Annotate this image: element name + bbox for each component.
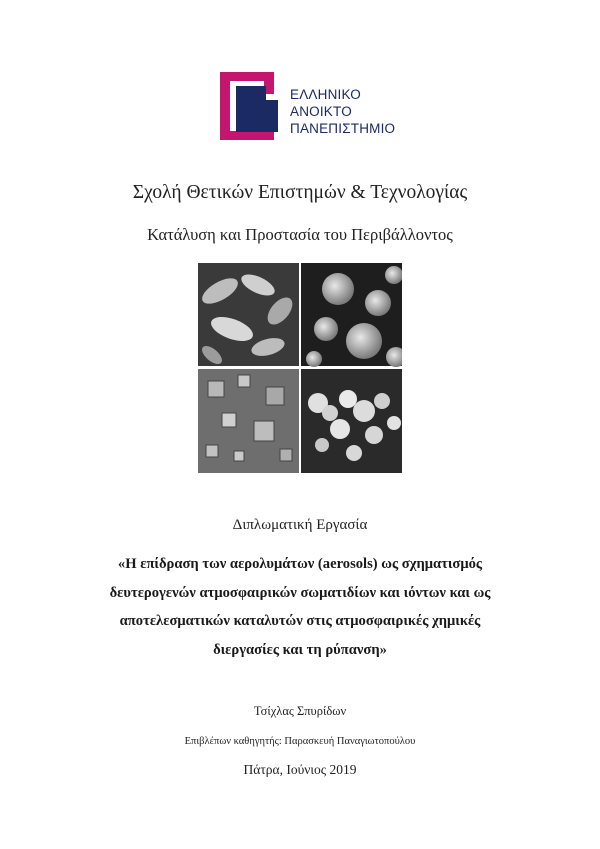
logo-line-2: ΑΝΟΙΚΤΟ <box>290 104 352 119</box>
sem-image-crystals <box>198 263 299 367</box>
supervisor: Επιβλέπων καθηγητής: Παρασκευή Παναγιωτοπούλου <box>184 736 416 747</box>
sem-image-pollen <box>301 263 402 367</box>
place-date: Πάτρα, Ιούνιος 2019 <box>243 762 357 777</box>
school-name: Σχολή Θετικών Επιστημών & Τεχνολογίας <box>132 182 468 203</box>
title-line-4: διεργασίες και τη ρύπανση» <box>213 641 387 658</box>
microscopy-collage <box>198 263 402 473</box>
author-name: Τσίχλας Σπυρίδων <box>253 704 347 718</box>
title-line-3: αποτελεσματικών καταλυτών στις ατμοσφαιρικές χημικές <box>119 613 481 629</box>
thesis-title <box>60 550 540 664</box>
logo-line-1: ΕΛΛΗΝΙΚΟ <box>290 87 361 102</box>
logo-line-3: ΠΑΝΕΠΙΣΤΗΜΙΟ <box>290 121 396 136</box>
sem-image-aggregates <box>301 369 402 473</box>
program-name: Κατάλυση και Προστασία του Περιβάλλοντος <box>147 225 453 244</box>
title-line-1: «Η επίδραση των αερολυμάτων (aerosols) ως σχηματισμός <box>117 556 483 572</box>
title-line-2: δευτερογενών ατμοσφαιρικών σωματιδίων και ιόντων και ως <box>109 584 491 601</box>
sem-image-salt-crystals <box>198 369 299 473</box>
logo-wordmark <box>290 86 395 137</box>
document-type: Διπλωματική Εργασία <box>232 517 368 533</box>
